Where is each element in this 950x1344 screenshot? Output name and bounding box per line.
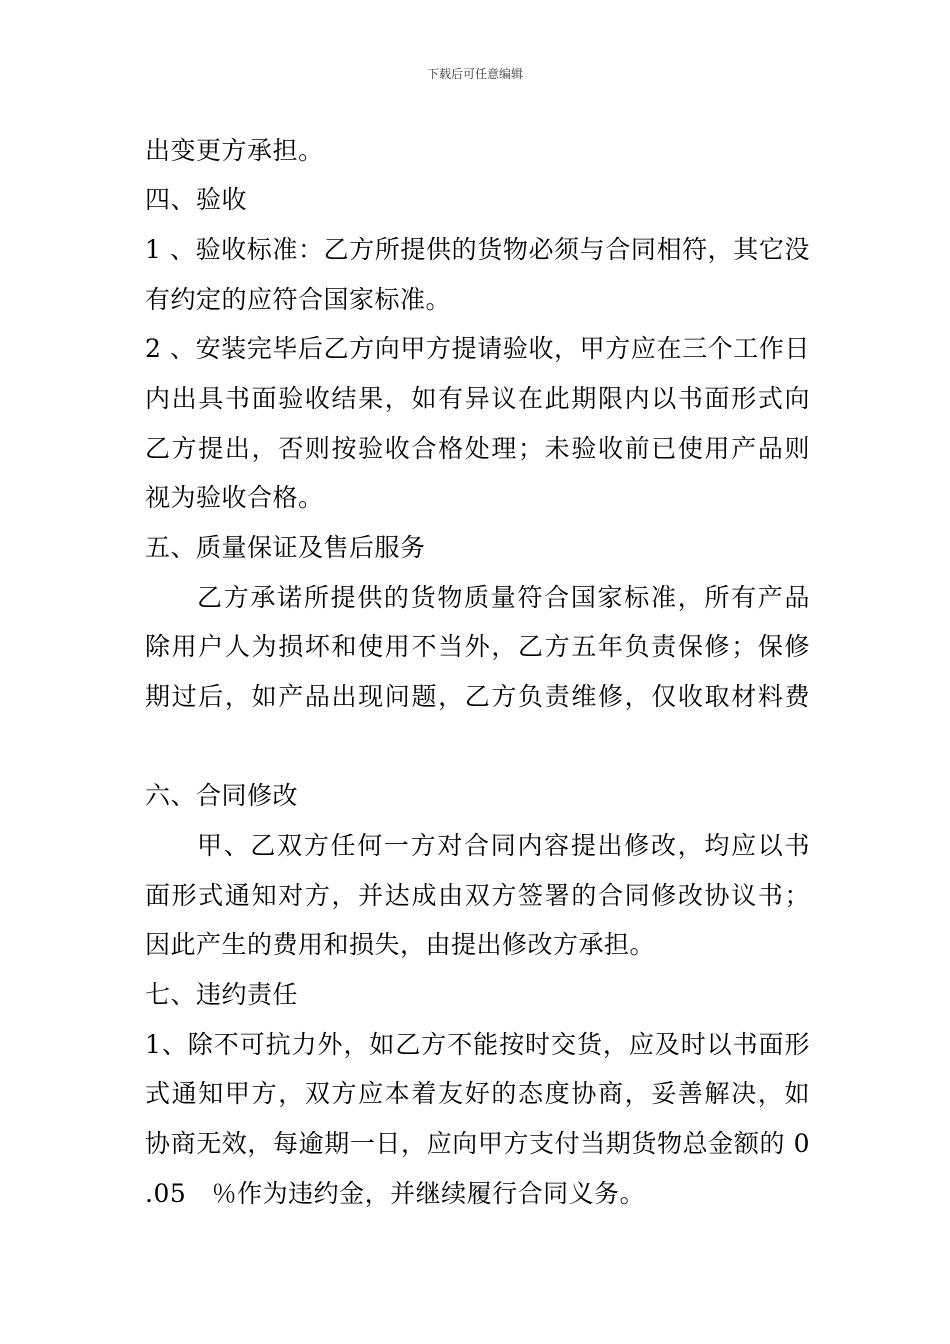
text-line: 乙方承诺所提供的货物质量符合国家标准，所有产品	[197, 583, 810, 612]
section-heading: 六、合同修改	[145, 781, 299, 810]
text-line: 出变更方承担。	[145, 136, 324, 165]
section-heading: 五、质量保证及售后服务	[145, 533, 426, 562]
text-line: 式通知甲方，双方应本着友好的态度协商，妥善解决，如	[145, 1079, 810, 1108]
text-line: 有约定的应符合国家标准。	[145, 285, 452, 314]
text-line: 视为验收合格。	[145, 483, 324, 512]
text-line: 协商无效，每逾期一日，应向甲方支付当期货物总金额的 0	[145, 1129, 810, 1158]
page-header: 下载后可任意编辑	[426, 67, 523, 81]
text-line: 内出具书面验收结果，如有异议在此期限内以书面形式向	[145, 384, 810, 413]
text-line: 因此产生的费用和损失，由提出修改方承担。	[145, 930, 656, 959]
text-line: 1 、验收标准：乙方所提供的货物必须与合同相符，其它没	[145, 235, 810, 264]
text-line: 1、除不可抗力外，如乙方不能按时交货，应及时以书面形	[145, 1030, 810, 1059]
text-line: 乙方提出，否则按验收合格处理；未验收前已使用产品则	[145, 434, 810, 463]
text-line: 除用户人为损坏和使用不当外，乙方五年负责保修；保修	[145, 632, 810, 661]
text-line: 甲、乙双方任何一方对合同内容提出修改，均应以书	[197, 831, 810, 860]
text-line: 期过后，如产品出现问题，乙方负责维修，仅收取材料费	[145, 682, 810, 711]
text-line: .05 ％作为违约金，并继续履行合同义务。	[145, 1179, 646, 1208]
section-heading: 四、验收	[145, 185, 248, 214]
text-line: 面形式通知对方，并达成由双方签署的合同修改协议书；	[145, 881, 810, 910]
section-heading: 七、违约责任	[145, 980, 299, 1009]
text-line: 2 、安装完毕后乙方向甲方提请验收，甲方应在三个工作日	[145, 334, 810, 363]
